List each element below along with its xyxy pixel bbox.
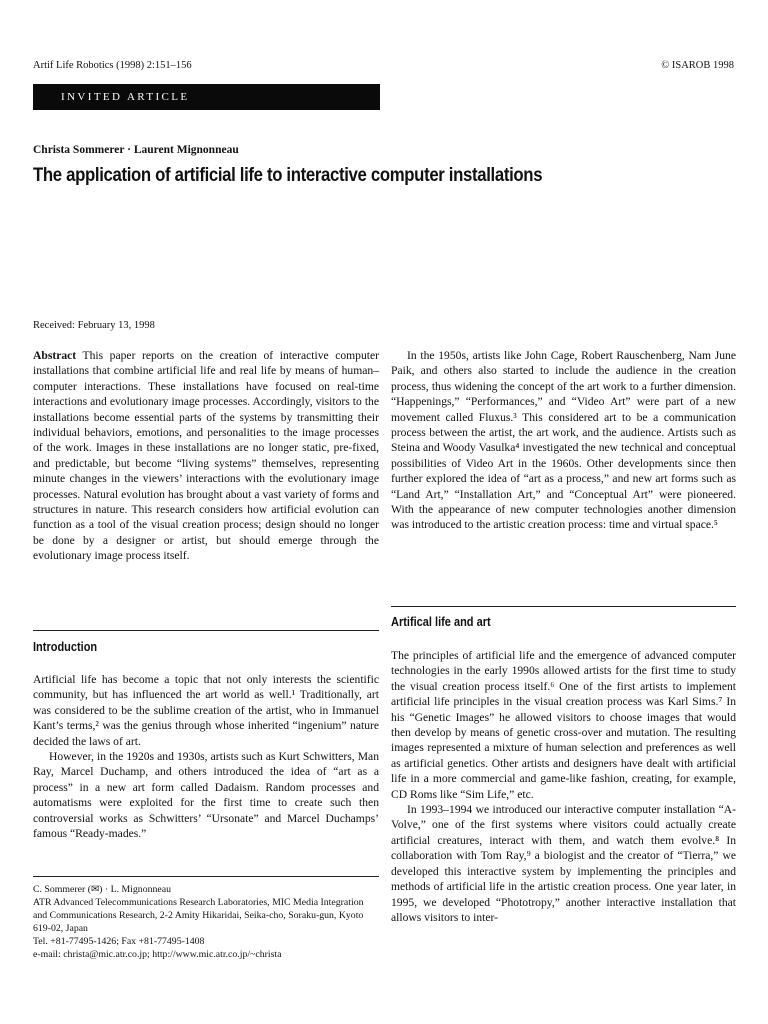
paragraph: Artificial life has become a topic that not only interests the scientific community, but has influenced the art world as well.¹ Traditionally, art was considered to be the sublime creation of the artist, who in Immanuel Kant’s terms,² was the genius through whose inherited “ingenium” nature decided the laws of art. xyxy=(33,673,379,748)
author-list: Christa Sommerer · Laurent Mignonneau xyxy=(33,144,239,156)
footnote-line: Tel. +81-77495-1426; Fax +81-77495-1408 xyxy=(33,936,205,947)
introduction-body xyxy=(33,672,379,841)
paragraph: However, in the 1920s and 1930s, artists such as Kurt Schwitters, Man Ray, Marcel Duchamp, and others introduced the idea of “art as a process” in a new art form called Dadaism. Random processes and automatisms were exploited for the first time to create such then controversial works as Schwitters’ “Ursonate” and Marcel Duchamps’ famous “Ready-mades.” xyxy=(33,750,379,841)
abstract xyxy=(33,348,379,564)
paragraph: In 1993–1994 we introduced our interactive computer installation “A-Volve,” one of the first systems where visitors could actually create artificial creatures, interact with them, and watch them evolve.⁸ In collaboration with Tom Ray,⁹ a biologist and the creator of “Tierra,” we developed this interactive system by implementing the principles and methods of artificial life in the artistic creation process. One year later, in 1995, we developed “Phototropy,” another interactive installation that allows visitors to inter- xyxy=(391,803,736,924)
footnote-line: e-mail: christa@mic.atr.co.jp; http://www.mic.atr.co.jp/~christa xyxy=(33,949,282,960)
footnote-divider xyxy=(33,876,379,877)
paragraph: In the 1950s, artists like John Cage, Robert Rauschenberg, Nam June Paik, and others also started to include the audience in the creation process, thus widening the concept of the art work to a further dimension. “Happenings,” “Performances,” and “Video Art” were part of a new movement called Fluxus.³ This considered art to be a communication process between the artist, the art work, and the audience. Artists such as Steina and Woody Vasulka⁴ investigated the new technical and conceptual possibilities of Video Art in the 1960s. Other developments since then further explored the idea of “art as a process,” and new art forms such as “Land Art,” “Installation Art,” and “Conceptual Art” were pioneered. With the appearance of new computer technologies another dimension was introduced to the artistic creation process: time and virtual space.⁵ xyxy=(391,349,736,532)
paper-title: The application of artificial life to interactive computer installations xyxy=(33,164,543,186)
copyright-notice: © ISAROB 1998 xyxy=(661,60,734,71)
abstract-text: This paper reports on the creation of interactive computer installations that combine artificial life and real life by means of human–computer interactions. These installations have focused on real-time interactions and evolutionary image processes. Accordingly, visitors to the installations become essential parts of the systems by transmitting their individual behaviors, emotions, and personalities to the image processes of the work. Images in these installations are no longer static, pre-fixed, and predictable, but become “living systems” themselves, representing minute changes in the viewers’ interactions with the evolutionary image processes. Natural evolution has brought about a vast variety of forms and structures in nature. This research considers how artificial evolution can function as a tool of the visual creation process; design should no longer be done by a designer or artist, but should emerge through the evolutionary image process itself. xyxy=(33,349,379,563)
abstract-label: Abstract xyxy=(33,349,77,362)
alife-body xyxy=(391,648,736,925)
article-type-banner: INVITED ARTICLE xyxy=(33,84,380,110)
section-divider xyxy=(391,606,736,607)
alife-heading: Artifical life and art xyxy=(391,615,491,629)
received-date: Received: February 13, 1998 xyxy=(33,320,155,331)
author-affiliation xyxy=(33,883,379,961)
journal-citation: Artif Life Robotics (1998) 2:151–156 xyxy=(33,60,192,71)
footnote-line: C. Sommerer (✉) · L. Mignonneau xyxy=(33,884,171,895)
introduction-heading: Introduction xyxy=(33,640,98,654)
paragraph: The principles of artificial life and the emergence of advanced computer technologies in the early 1990s allowed artists for the first time to study the visual creation process itself.⁶ One of the first artists to implement artificial life principles in the visual creation process was Karl Sims.⁷ In his “Genetic Images” he allowed visitors to choose images that would then develop by means of genetic cross-over and mutation. The resulting images represented a mixture of human selection and preferences as well as artificial genetics. Other artists and designers have dealt with artificial life in a more commercial and game-like fashion, creating, for example, CD Roms like “Sim Life,” etc. xyxy=(391,649,736,801)
right-column-intro xyxy=(391,348,736,533)
section-divider xyxy=(33,630,379,631)
footnote-line: ATR Advanced Telecommunications Research Laboratories, MIC Media Integration and Communications Research, 2-2 Amity Hikaridai, Seika-cho, Soraku-gun, Kyoto 619-02, Japan xyxy=(33,897,364,934)
